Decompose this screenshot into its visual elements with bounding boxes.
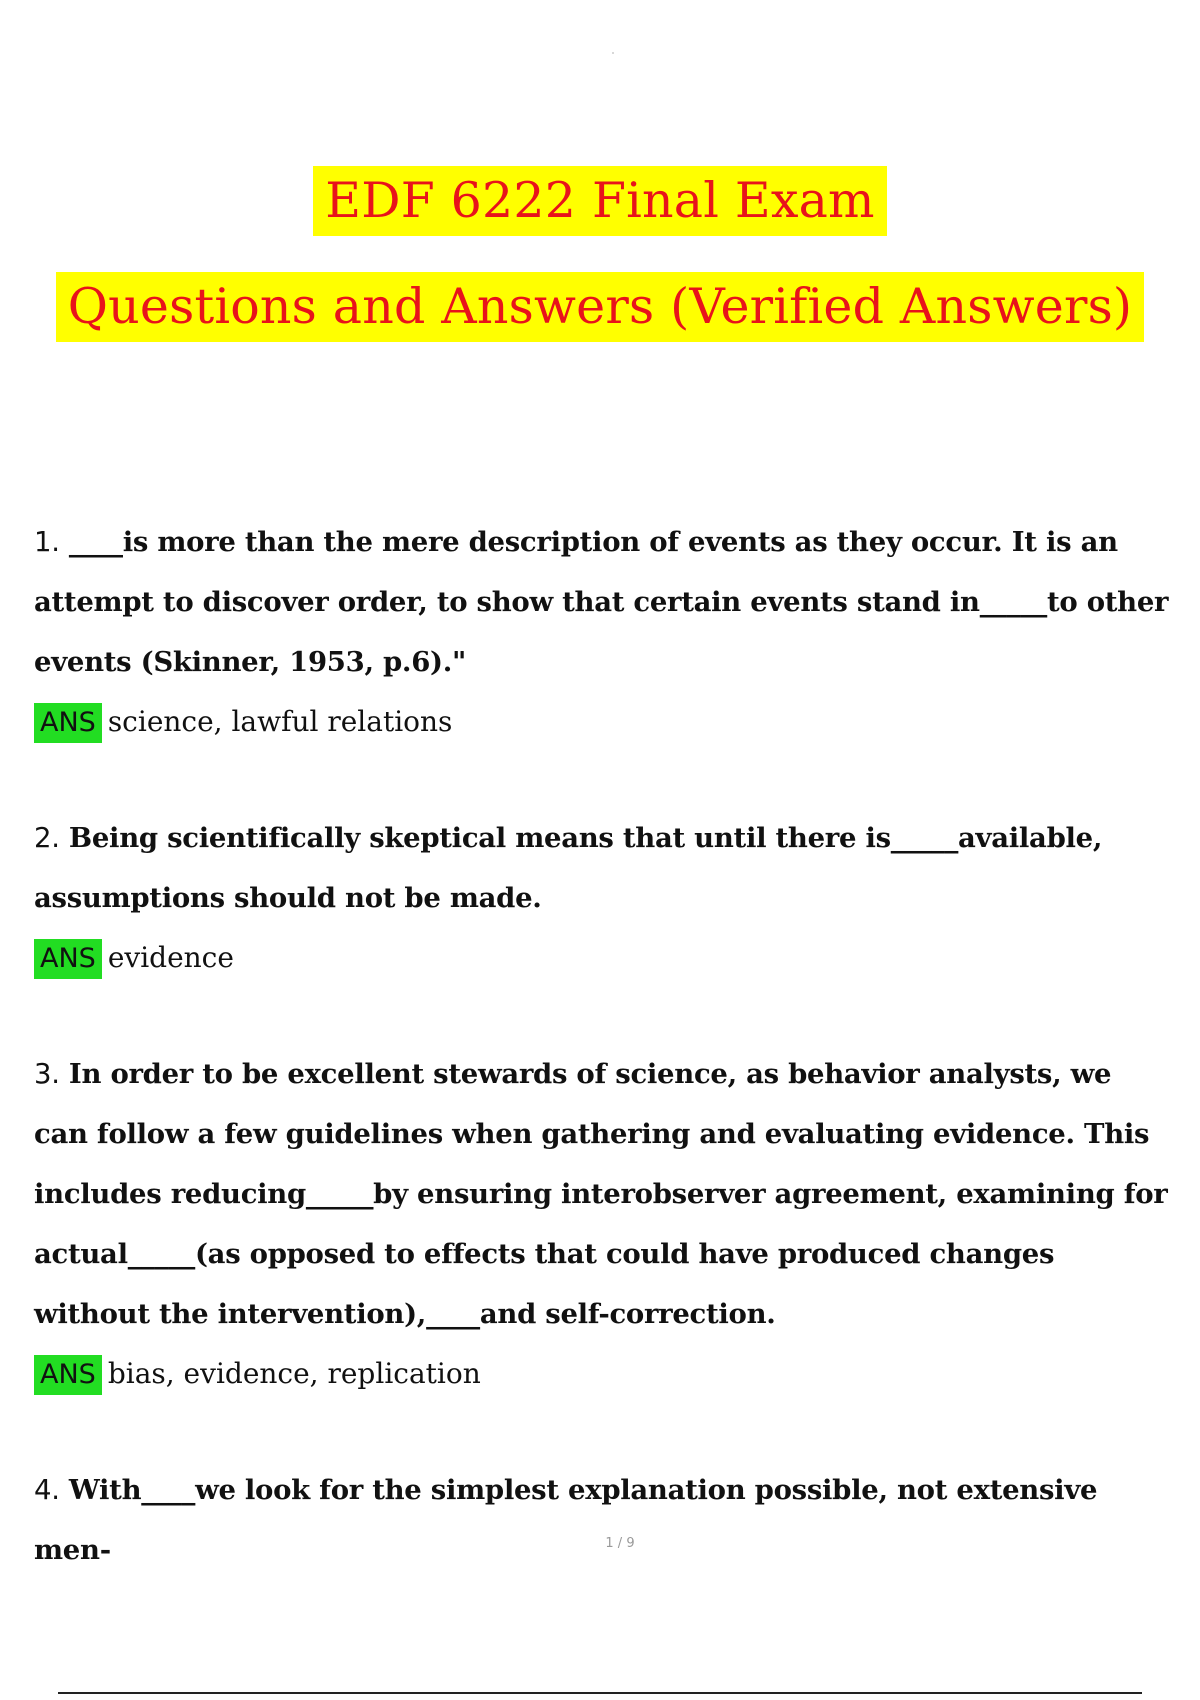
question-text <box>34 1044 1174 1344</box>
question-body: Being scientifically skeptical means that until there is_____available, assumptions should not be made. <box>34 822 1103 914</box>
page-dot <box>612 52 614 54</box>
question-text <box>34 512 1174 692</box>
question-item-1 <box>34 512 1174 752</box>
answer-line <box>34 928 1174 988</box>
page-number: 1 / 9 <box>605 1536 635 1551</box>
page-divider <box>58 1692 1142 1694</box>
answer-line <box>34 1344 1174 1404</box>
answer-text: evidence <box>107 941 234 974</box>
question-number: 4. <box>34 1474 60 1506</box>
question-item-2 <box>34 808 1174 988</box>
ans-badge: ANS <box>34 1355 102 1395</box>
title-line-1 <box>0 166 1200 236</box>
question-number: 1. <box>34 526 60 558</box>
title-line-2 <box>0 272 1200 342</box>
question-text <box>34 808 1174 928</box>
ans-badge: ANS <box>34 703 102 743</box>
title-block <box>0 166 1200 342</box>
question-text <box>34 1460 1174 1580</box>
document-subtitle: Questions and Answers (Verified Answers) <box>56 272 1144 342</box>
question-item-4 <box>34 1460 1174 1580</box>
question-item-3 <box>34 1044 1174 1404</box>
question-number: 3. <box>34 1058 60 1090</box>
document-title: EDF 6222 Final Exam <box>313 166 886 236</box>
question-body: With____we look for the simplest explanation possible, not extensive men- <box>34 1474 1098 1566</box>
question-body: In order to be excellent stewards of science, as behavior analysts, we can follow a few guidelines when gathering and evaluating evidence. This includes reducing_____by ensuring interobserver agreement, examining for actual_____(as opposed to effects that could have produced changes without the intervention),____and self-correction. <box>34 1058 1168 1330</box>
answer-text: bias, evidence, replication <box>107 1357 481 1390</box>
question-number: 2. <box>34 822 60 854</box>
answer-text: science, lawful relations <box>107 705 453 738</box>
ans-badge: ANS <box>34 939 102 979</box>
qa-list <box>34 512 1174 1636</box>
question-body: ____is more than the mere description of events as they occur. It is an attempt to discover order, to show that certain events stand in_____to other events (Skinner, 1953, p.6)." <box>34 526 1169 678</box>
answer-line <box>34 692 1174 752</box>
